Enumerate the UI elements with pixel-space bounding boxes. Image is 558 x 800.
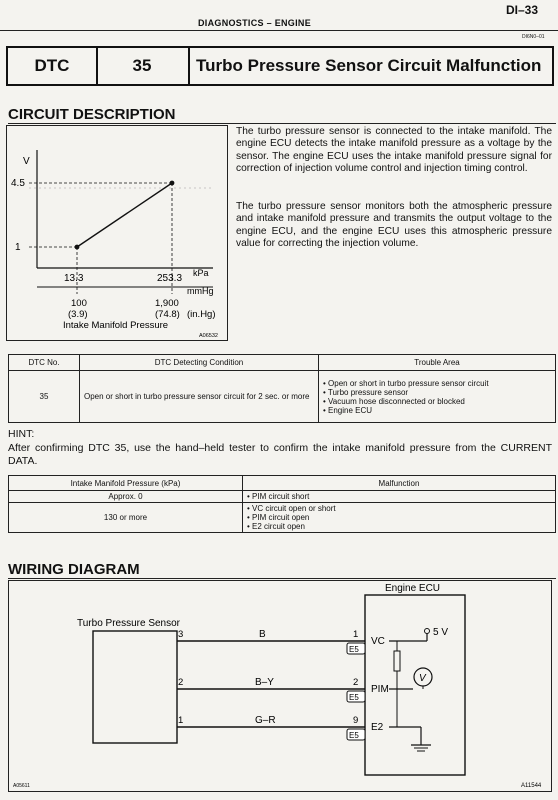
x-tick-253-3: 253.3 bbox=[157, 273, 183, 284]
sensor-pin-2: 2 bbox=[178, 677, 184, 688]
wiring-diagram-heading: WIRING DIAGRAM bbox=[8, 561, 140, 578]
dtc-title-box bbox=[6, 46, 554, 86]
ecu-pin-1: 1 bbox=[353, 629, 359, 640]
terminal-pim: PIM bbox=[371, 684, 389, 695]
wiring-diagram bbox=[8, 580, 552, 792]
dtc-name: Turbo Pressure Sensor Circuit Malfunction bbox=[196, 56, 542, 75]
dtc-table-header-no: DTC No. bbox=[9, 355, 80, 371]
x-axis-title: Intake Manifold Pressure bbox=[63, 320, 169, 331]
malfunction-item: • VC circuit open or short bbox=[247, 504, 336, 513]
voltmeter-symbol: V bbox=[419, 673, 426, 684]
characteristic-line bbox=[77, 183, 172, 247]
wiring-svg bbox=[9, 581, 551, 791]
dtc-table-no: 35 bbox=[9, 371, 80, 423]
trouble-area-item: • Open or short in turbo pressure sensor circuit bbox=[323, 378, 489, 388]
diagram-left-code: A05611 bbox=[13, 783, 30, 789]
section-rule bbox=[8, 578, 556, 579]
wire-color-b: B bbox=[259, 629, 266, 640]
diagram-figure-id: A11544 bbox=[521, 783, 542, 789]
terminal-e2: E2 bbox=[371, 722, 384, 733]
sensor-label: Turbo Pressure Sensor bbox=[77, 618, 181, 629]
description-paragraph-2: The turbo pressure sensor monitors both the atmospheric pressure and intake manifold pressure and transmits the output voltage to the engine ECU, and the engine ECU uses this atmospheric pressure value for correcting the injection volume. bbox=[236, 201, 552, 250]
wire-color-by: B–Y bbox=[255, 677, 274, 688]
sensor-box bbox=[93, 631, 177, 743]
mmhg-unit: mmHg bbox=[187, 286, 214, 296]
sensor-pin-1: 1 bbox=[178, 715, 184, 726]
y-unit: V bbox=[23, 156, 30, 167]
dtc-table-header-area: Trouble Area bbox=[319, 355, 556, 371]
ecu-pin-2: 2 bbox=[353, 677, 359, 688]
ecu-label: Engine ECU bbox=[385, 583, 441, 594]
connector-label: E5 bbox=[349, 645, 359, 654]
inhg-tick-low: (3.9) bbox=[68, 309, 88, 320]
connector-label: E5 bbox=[349, 731, 359, 740]
terminal-vc: VC bbox=[371, 636, 385, 647]
pressure-row-items bbox=[243, 503, 556, 533]
trouble-area-item: • Vacuum hose disconnected or blocked bbox=[323, 396, 465, 406]
kpa-unit: kPa bbox=[193, 268, 209, 278]
pressure-row-value: 130 or more bbox=[9, 503, 243, 533]
dtc-table bbox=[8, 354, 556, 423]
mmhg-tick-100: 100 bbox=[71, 298, 87, 309]
section-title: DIAGNOSTICS – ENGINE bbox=[198, 18, 312, 28]
dtc-code: 35 bbox=[96, 48, 190, 84]
trouble-area-item: • Turbo pressure sensor bbox=[323, 387, 409, 397]
supply-label: 5 V bbox=[433, 627, 449, 638]
inhg-tick-high: (74.8) bbox=[155, 309, 180, 320]
wire-color-gr: G–R bbox=[255, 715, 276, 726]
doc-code: DI6N0–01 bbox=[522, 34, 545, 40]
hint-label: HINT: bbox=[8, 428, 35, 440]
circuit-description-heading: CIRCUIT DESCRIPTION bbox=[8, 106, 176, 123]
dtc-table-header-condition: DTC Detecting Condition bbox=[80, 355, 319, 371]
connector-label: E5 bbox=[349, 693, 359, 702]
pressure-table bbox=[8, 475, 556, 533]
description-paragraph-1: The turbo pressure sensor is connected to the intake manifold. The engine ECU detects the intake manifold pressure as a voltage by the sensor. The engine ECU uses the intake manifold pressure signal for correction of injection volume control and injection timing control. bbox=[236, 126, 552, 175]
malfunction-item: • PIM circuit open bbox=[247, 513, 310, 522]
dtc-table-areas bbox=[319, 371, 556, 423]
trouble-area-item: • Engine ECU bbox=[323, 405, 373, 415]
dtc-table-condition: Open or short in turbo pressure sensor circuit for 2 sec. or more bbox=[80, 371, 319, 423]
hint-text: After confirming DTC 35, use the hand–held tester to confirm the intake manifold pressure from the CURRENT DATA. bbox=[8, 442, 552, 467]
y-tick-1: 1 bbox=[15, 242, 21, 253]
mmhg-tick-1900: 1,900 bbox=[155, 298, 179, 309]
graph-figure-id: A06532 bbox=[199, 333, 218, 339]
malfunction-item: • PIM circuit short bbox=[247, 492, 310, 501]
header-rule bbox=[0, 30, 558, 31]
malfunction-item: • E2 circuit open bbox=[247, 522, 305, 531]
page-number: DI–33 bbox=[506, 3, 539, 17]
dtc-label: DTC bbox=[8, 48, 98, 84]
supply-terminal bbox=[425, 629, 430, 634]
data-point-high bbox=[170, 181, 175, 186]
x-tick-13-3: 13.3 bbox=[64, 273, 84, 284]
y-tick-4-5: 4.5 bbox=[11, 178, 25, 189]
data-point-low bbox=[75, 245, 80, 250]
ecu-pin-9: 9 bbox=[353, 715, 359, 726]
section-rule bbox=[8, 123, 556, 124]
pressure-row-value: Approx. 0 bbox=[9, 491, 243, 503]
sensor-characteristic-graph bbox=[6, 125, 228, 341]
pressure-table-header-pressure: Intake Manifold Pressure (kPa) bbox=[9, 476, 243, 491]
inhg-unit: (in.Hg) bbox=[187, 309, 216, 320]
pressure-row-items bbox=[243, 491, 556, 503]
pull-resistor bbox=[394, 651, 400, 671]
graph-svg bbox=[7, 126, 227, 340]
sensor-pin-3: 3 bbox=[178, 629, 184, 640]
pressure-table-header-malfunction: Malfunction bbox=[243, 476, 556, 491]
